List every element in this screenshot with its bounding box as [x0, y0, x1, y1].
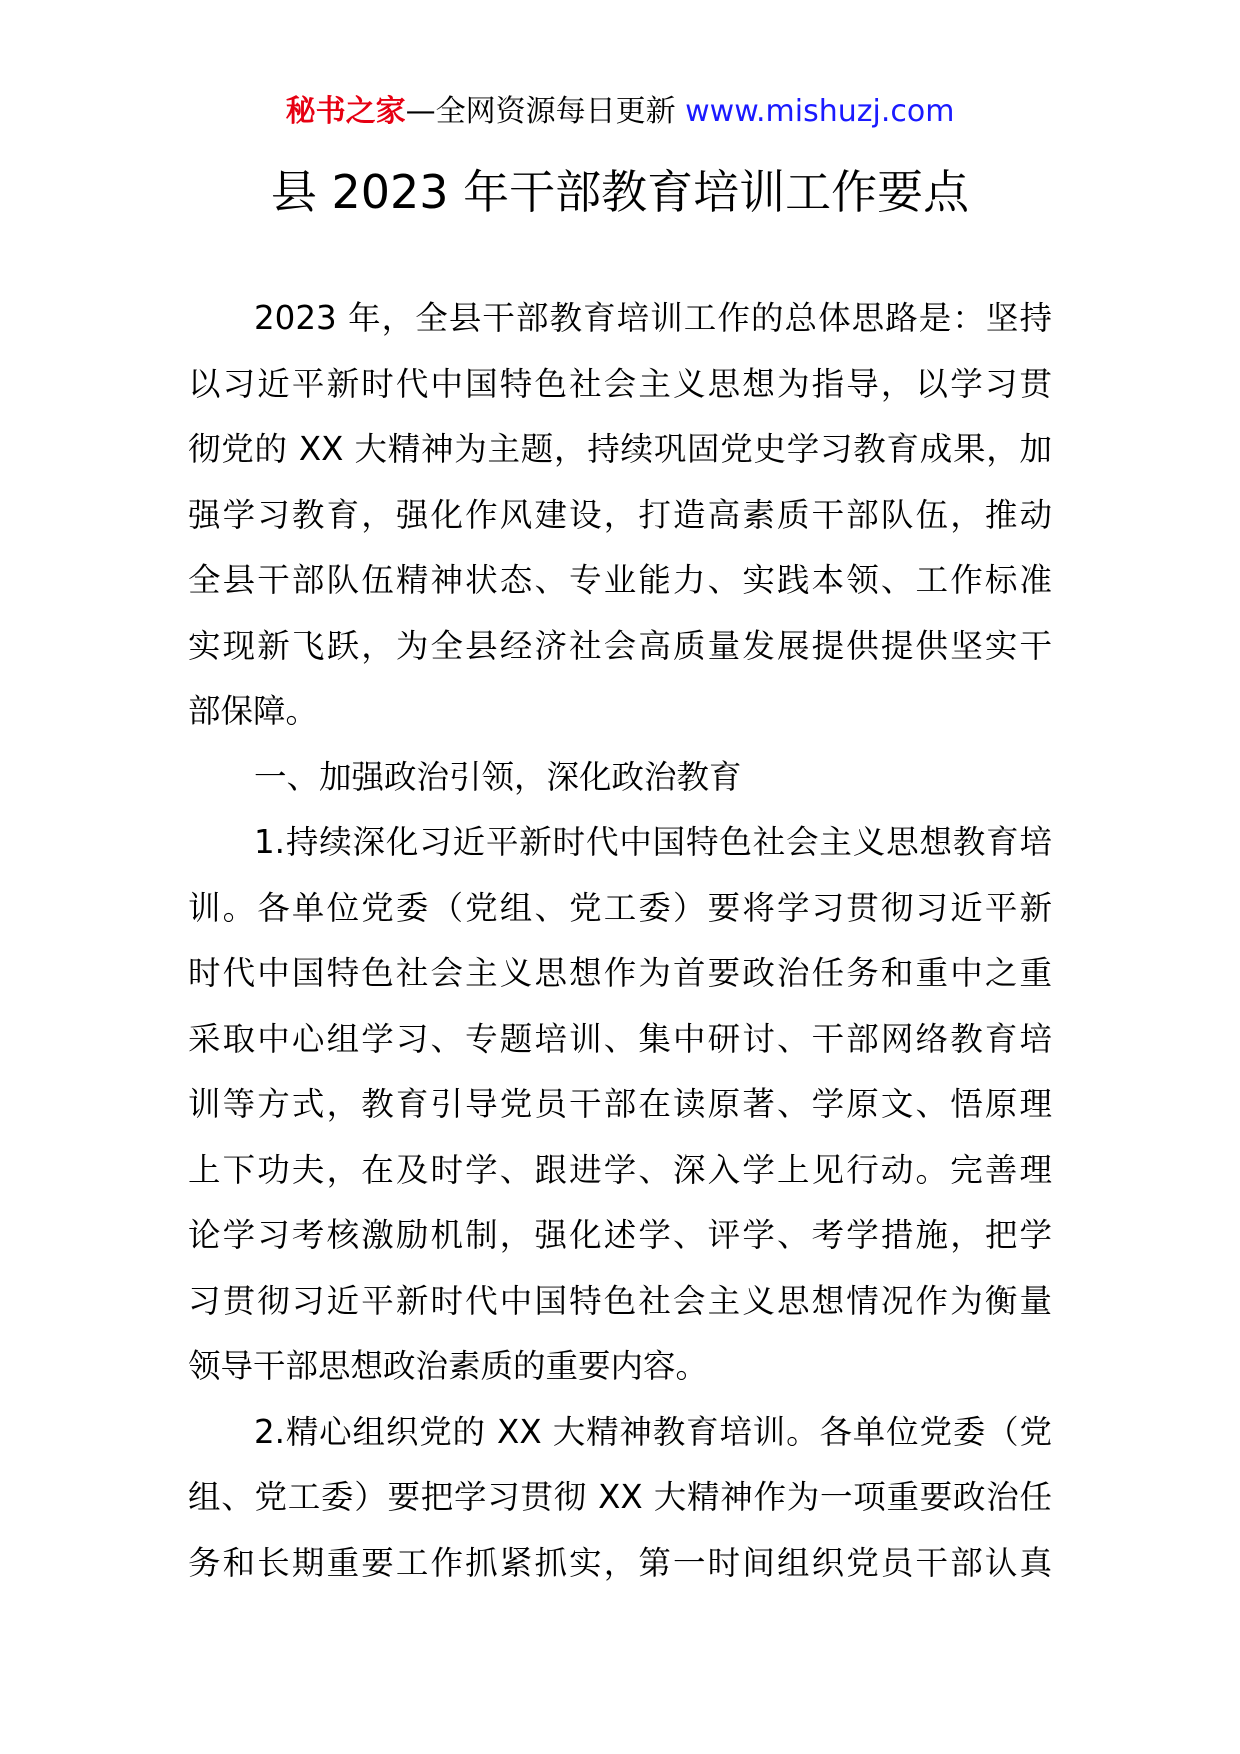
paragraph-line: 全县干部队伍精神状态、专业能力、实践本领、工作标准 — [188, 561, 1052, 599]
paragraph-line: 上下功夫，在及时学、跟进学、深入学上见行动。完善理 — [188, 1150, 1052, 1189]
paragraph-line: 采取中心组学习、专题培训、集中研讨、干部网络教育培 — [188, 1019, 1052, 1058]
paragraph-line: 时代中国特色社会主义思想作为首要政治任务和重中之重 — [188, 954, 1052, 992]
paragraph-line: 论学习考核激励机制，强化述学、评学、考学措施，把学 — [188, 1216, 1052, 1254]
watermark-header — [0, 92, 1240, 132]
paragraph-line: 1.持续深化习近平新时代中国特色社会主义思想教育培 — [254, 823, 1052, 861]
paragraph-line: 组、党工委）要把学习贯彻 XX 大精神作为一项重要政治任 — [188, 1478, 1052, 1516]
paragraph-line: 训等方式，教育引导党员干部在读原著、学原文、悟原理 — [188, 1085, 1052, 1123]
paragraph-line: 彻党的 XX 大精神为主题，持续巩固党史学习教育成果，加 — [188, 430, 1052, 468]
paragraph-line: 2.精心组织党的 XX 大精神教育培训。各单位党委（党 — [254, 1412, 1052, 1451]
section-heading: 一、加强政治引领，深化政治教育 — [254, 757, 742, 796]
brand-name: 秘书之家 — [285, 94, 406, 129]
site-url-link[interactable]: www.mishuzj.com — [685, 94, 955, 129]
document-title: 县 2023 年干部教育培训工作要点 — [270, 165, 970, 219]
paragraph-line: 实现新飞跃，为全县经济社会高质量发展提供提供坚实干 — [188, 626, 1052, 665]
paragraph-line: 训。各单位党委（党组、党工委）要将学习贯彻习近平新 — [188, 888, 1052, 927]
paragraph-line: 习贯彻习近平新时代中国特色社会主义思想情况作为衡量 — [188, 1281, 1052, 1320]
paragraph-line: 2023 年，全县干部教育培训工作的总体思路是：坚持 — [254, 299, 1052, 337]
paragraph-line: 务和长期重要工作抓紧抓实，第一时间组织党员干部认真 — [188, 1543, 1052, 1582]
paragraph-line: 部保障。 — [188, 692, 319, 730]
paragraph-line: 强学习教育，强化作风建设，打造高素质干部队伍，推动 — [188, 495, 1052, 534]
brand-tagline: —全网资源每日更新 — [405, 94, 676, 129]
paragraph-line: 以习近平新时代中国特色社会主义思想为指导，以学习贯 — [188, 364, 1052, 403]
document-body — [188, 286, 1052, 1596]
paragraph-line: 领导干部思想政治素质的重要内容。 — [188, 1347, 709, 1385]
